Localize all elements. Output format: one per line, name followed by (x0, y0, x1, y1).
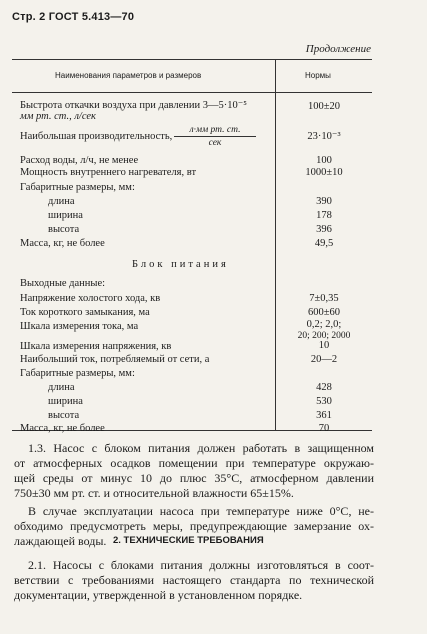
table-row-value: 0,2; 2,0; (306, 319, 342, 330)
table-row-label: высота (48, 410, 80, 421)
table-row-label: Ток короткого замыкания, ма (20, 307, 150, 318)
table-row-value: 600±60 (307, 307, 340, 318)
table-row-label: высота (48, 224, 80, 235)
table-row-value: 100 (316, 155, 332, 166)
table-row-value: 20—2 (310, 354, 338, 365)
table-top-rule (12, 59, 372, 60)
table-row-value: 396 (316, 224, 332, 235)
table-row-value: 49,5 (314, 238, 334, 249)
table-row-label: Расход воды, л/ч, не менее (20, 155, 139, 166)
table-row-value: 23·10⁻³ (307, 131, 341, 142)
table-row-label: ширина (48, 210, 83, 221)
paragraph-line: документации, утвержденной в установленном порядке. (14, 588, 303, 602)
table-row-value: 390 (316, 196, 332, 207)
column-header-norms: Нормы (305, 71, 331, 80)
paragraph-line: щей среды от минус 10 до плюс 35°С, атмосферном давлении (14, 471, 374, 485)
table-row-label: Выходные данные: (20, 278, 106, 289)
table-row-label: Масса, кг, не более (20, 238, 105, 249)
table-row-value: 100±20 (307, 101, 340, 112)
page-header: Стр. 2 ГОСТ 5.413—70 (12, 11, 135, 23)
unit-fraction (174, 125, 256, 148)
table-row-label: длина (48, 382, 75, 393)
paragraph-line: 2.1. Насосы с блоками питания должны изготовляться в соот- (28, 558, 374, 572)
table-column-divider (275, 59, 276, 430)
fraction-denominator: сек (208, 138, 222, 148)
table-row-label: Габаритные размеры, мм: (20, 368, 135, 379)
table-row-label: Габаритные размеры, мм: (20, 182, 135, 193)
continued-label: Продолжение (305, 43, 371, 55)
table-row-value: 7±0,35 (309, 293, 339, 304)
table-row-label: Наибольшая производительность, (20, 131, 173, 142)
table-row-label: Шкала измерения тока, ма (20, 321, 139, 332)
table-row-label: Напряжение холостого хода, кв (20, 293, 161, 304)
table-row-label: ширина (48, 396, 83, 407)
table-row-value: 1000±10 (305, 167, 343, 178)
table-row-label: Масса, кг, не более (20, 423, 105, 434)
paragraph-line: 750±30 мм рт. ст. и относительной влажности 65±15%. (14, 486, 294, 500)
column-header-parameters: Наименования параметров и размеров (55, 71, 202, 80)
table-row-label: Наибольший ток, потребляемый от сети, а (20, 354, 210, 365)
paragraph-line: обходимо предусмотреть меры, предупреждающие замерзание ох- (14, 519, 374, 533)
fraction-numerator: л·мм рт. ст. (174, 125, 256, 137)
table-row-label: Мощность внутреннего нагревателя, вт (20, 167, 197, 178)
paragraph-line: ветствии с требованиями настоящего стандарта по технической (14, 573, 374, 587)
table-row-value: 70 (318, 423, 330, 434)
table-row-value: 20; 200; 2000 (297, 331, 351, 341)
table-row-value: 361 (316, 410, 332, 421)
table-section-title: Блок питания (132, 259, 229, 270)
paragraph-line: В случае эксплуатации насоса при температуре ниже 0°С, не- (28, 504, 374, 518)
paragraph-1-3 (14, 441, 374, 501)
paragraph-line: лаждающей воды. (14, 534, 107, 548)
table-row-value: 428 (316, 382, 332, 393)
table-row-value: 178 (316, 210, 332, 221)
table-row-label: Быстрота откачки воздуха при давлении 3—5·10⁻⁵ (20, 100, 247, 111)
table-row-label: мм рт. ст., л/сек (20, 111, 96, 122)
paragraph-line: 1.3. Насос с блоком питания должен работать в защищенном (28, 441, 374, 455)
table-row-label: длина (48, 196, 75, 207)
section-2-title: 2. ТЕХНИЧЕСКИЕ ТРЕБОВАНИЯ (113, 535, 264, 546)
table-row-value: 10 (318, 340, 330, 351)
table-row-value: 530 (316, 396, 332, 407)
paragraph-line: от атмосферных осадков помещении при температуре окружаю- (14, 456, 374, 470)
paragraph-2-1 (14, 558, 374, 603)
table-header-rule (12, 92, 372, 93)
table-row-label: Шкала измерения напряжения, кв (20, 341, 172, 352)
